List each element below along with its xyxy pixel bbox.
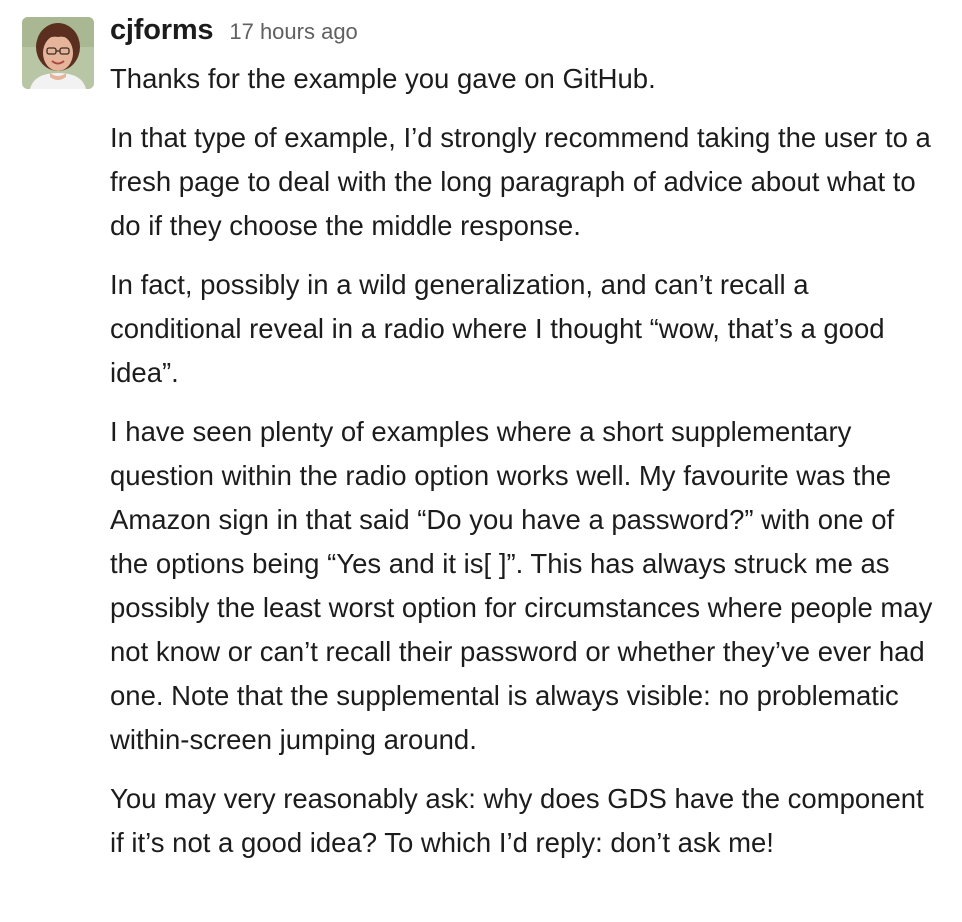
message-body	[110, 57, 940, 865]
message-header	[110, 14, 940, 54]
message-paragraph: In that type of example, I’d strongly recommend taking the user to a fresh page to deal with the long paragraph of advice about what to do if they choose the middle response.	[110, 122, 931, 241]
avatar[interactable]	[22, 17, 94, 89]
message-paragraph: In fact, possibly in a wild generalization, and can’t recall a conditional reveal in a radio where I thought “wow, that’s a good idea”.	[110, 269, 885, 388]
user-photo-icon	[22, 17, 94, 89]
author-name[interactable]: cjforms	[110, 14, 214, 46]
message-paragraph: I have seen plenty of examples where a short supplementary question within the radio option works well. My favourite was the Amazon sign in that said “Do you have a password?” with one of the options being “Yes and it is[ ]”. This has always struck me as possibly the least worst option for circumstances where people may not know or can’t recall their password or whether they’ve ever had one. Note that the supplemental is always visible: no problematic within-screen jumping around.	[110, 416, 933, 755]
message-paragraph: Thanks for the example you gave on GitHub.	[110, 63, 656, 94]
message-content	[110, 14, 940, 865]
message-paragraph: You may very reasonably ask: why does GDS have the component if it’s not a good idea? To which I’d reply: don’t ask me!	[110, 783, 924, 858]
timestamp[interactable]: 17 hours ago	[229, 19, 358, 44]
